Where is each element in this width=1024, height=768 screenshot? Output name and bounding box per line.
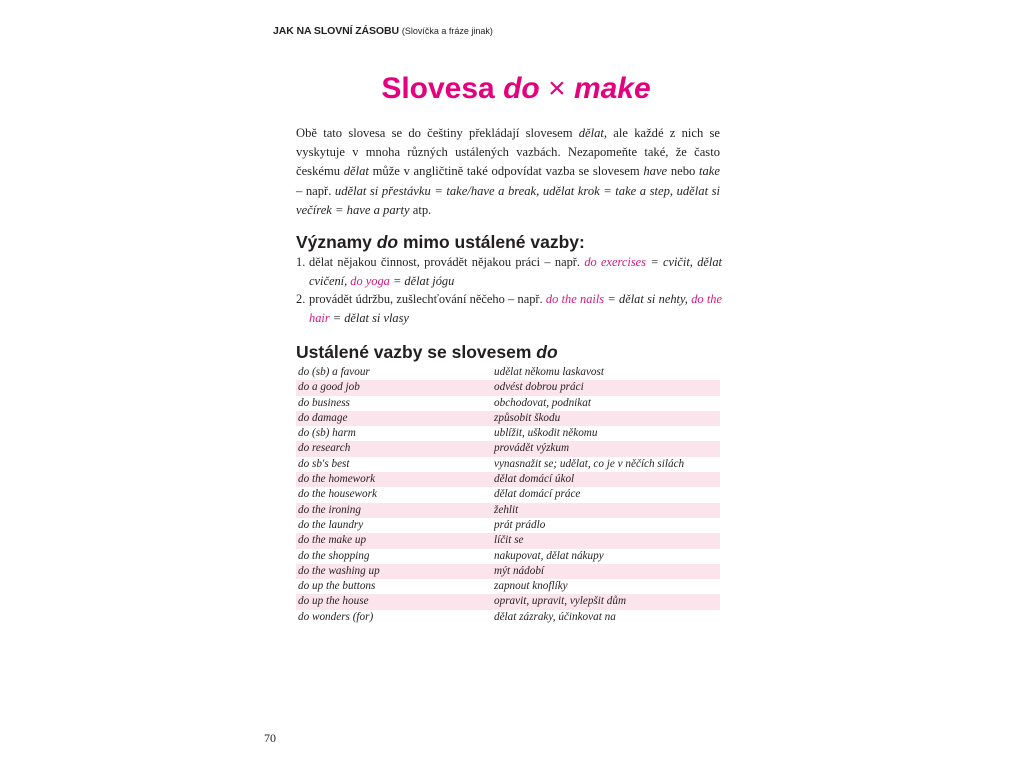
example-phrase: do exercises	[584, 255, 646, 269]
example-phrase: do the nails	[545, 292, 605, 307]
phrase-en: do (sb) a favour	[298, 366, 370, 378]
phrase-en: do wonders (for)	[298, 610, 374, 623]
phrase-cz: odvést dobrou práci	[492, 380, 720, 395]
phrase-cz: opravit, upravit, vylepšit dům	[492, 594, 720, 609]
phrase-en: do research	[296, 441, 492, 456]
table-row	[296, 396, 720, 411]
intro-emph: dělat	[578, 126, 604, 140]
intro-text: Obě tato slovesa se do češtiny překládají slovesem	[296, 126, 579, 140]
phrases-heading	[296, 342, 558, 363]
phrase-cz: líčit se	[492, 533, 720, 548]
table-row	[296, 441, 720, 456]
phrase-en: do the washing up	[296, 564, 492, 579]
heading-emph: do	[376, 232, 399, 252]
phrase-en: do (sb) harm	[298, 427, 356, 440]
heading-emph: do	[536, 342, 558, 362]
example-phrase: do the hair	[309, 292, 722, 325]
meaning-item	[296, 290, 722, 327]
table-row	[296, 411, 720, 426]
title-times-sign: ×	[539, 72, 574, 106]
intro-text: může v angličtině také odpovídat vazba se slovesem	[368, 164, 644, 179]
meaning-item	[296, 253, 722, 290]
intro-emph: have	[643, 164, 668, 179]
phrase-en: do sb's best	[298, 457, 350, 470]
heading-text: Ustálené vazby se slovesem	[296, 342, 537, 362]
phrase-cz: zapnout knoflíky	[494, 580, 568, 593]
phrase-cz: obchodovat, podnikat	[494, 396, 591, 409]
example-translation: = dělat si vlasy	[329, 310, 409, 325]
phrase-en: do the laundry	[298, 518, 364, 531]
phrase-cz: mýt nádobí	[492, 564, 720, 579]
phrase-cz: provádět výzkum	[492, 441, 720, 456]
title-word-slovesa: Slovesa	[381, 72, 504, 106]
table-row	[296, 503, 720, 518]
phrase-cz: ublížit, uškodit někomu	[494, 427, 598, 440]
table-row	[296, 549, 720, 564]
running-head	[273, 25, 493, 37]
table-row	[296, 380, 720, 395]
phrase-en: do damage	[296, 411, 492, 426]
table-row	[296, 457, 720, 472]
table-row	[296, 533, 720, 548]
intro-text: – např.	[296, 183, 335, 198]
example-translation: = dělat jógu	[389, 273, 455, 288]
example-translation: = dělat si nehty,	[604, 292, 692, 307]
example-phrase: do yoga	[350, 273, 390, 288]
table-row	[296, 518, 720, 533]
table-row	[296, 472, 720, 487]
phrase-cz: způsobit škodu	[492, 411, 720, 426]
heading-text: mimo ustálené vazby:	[398, 232, 585, 252]
intro-emph: udělat si přestávku = take/have a break, udělat krok = take a step, udělat si večírek = have a party	[296, 183, 720, 217]
table-row	[296, 426, 720, 441]
phrase-table	[296, 365, 720, 625]
running-head-section: JAK NA SLOVNÍ ZÁSOBU	[273, 25, 399, 37]
running-head-subtitle: (Slovíčka a fráze jinak)	[401, 26, 493, 36]
phrase-cz: dělat domácí práce	[494, 488, 581, 501]
intro-paragraph	[296, 124, 720, 220]
table-row	[296, 610, 720, 625]
table-row	[296, 564, 720, 579]
phrase-cz: žehlit	[492, 503, 720, 518]
table-row	[296, 594, 720, 609]
phrase-cz: vynasnažit se; udělat, co je v něčích silách	[494, 457, 685, 470]
intro-emph: dělat	[343, 164, 369, 179]
item-text: dělat nějakou činnost, provádět nějakou práci – např.	[309, 255, 585, 269]
table-row	[296, 579, 720, 594]
table-row	[296, 365, 720, 380]
phrase-cz: nakupovat, dělat nákupy	[494, 549, 604, 562]
example-translation: = cvičit, dělat cvičení,	[309, 255, 722, 288]
intro-text: , ale každé z nich se vyskytuje v mnoha různých ustálených vazbách. Nezapomeňte také, že často českému	[296, 126, 721, 179]
phrase-en: do the make up	[296, 533, 492, 548]
phrase-en: do the ironing	[296, 503, 492, 518]
page-title	[0, 72, 1024, 106]
table-row	[296, 487, 720, 502]
phrase-en: do up the buttons	[298, 580, 376, 593]
intro-emph: take	[699, 164, 720, 179]
intro-text: nebo	[667, 164, 700, 179]
phrase-en: do business	[298, 396, 350, 409]
phrase-en: do the housework	[298, 488, 377, 501]
phrase-en: do the shopping	[298, 549, 370, 562]
heading-text: Významy	[296, 232, 377, 252]
phrase-cz: dělat zázraky, účinkovat na	[494, 610, 616, 623]
phrase-cz: udělat někomu laskavost	[494, 366, 604, 378]
phrase-cz: prát prádlo	[494, 518, 546, 531]
page-number: 70	[264, 731, 276, 745]
meanings-list	[296, 253, 722, 327]
title-word-do: do	[503, 72, 540, 106]
meanings-heading	[296, 232, 585, 253]
title-word-make: make	[573, 72, 651, 106]
item-text: provádět údržbu, zušlechťování něčeho – např.	[309, 292, 546, 307]
phrase-en: do a good job	[296, 380, 492, 395]
item-number: 1.	[296, 255, 306, 269]
item-number: 2.	[296, 292, 306, 307]
phrase-en: do up the house	[296, 594, 492, 609]
intro-text: atp.	[409, 202, 432, 217]
phrase-en: do the homework	[296, 472, 492, 487]
phrase-cz: dělat domácí úkol	[492, 472, 720, 487]
